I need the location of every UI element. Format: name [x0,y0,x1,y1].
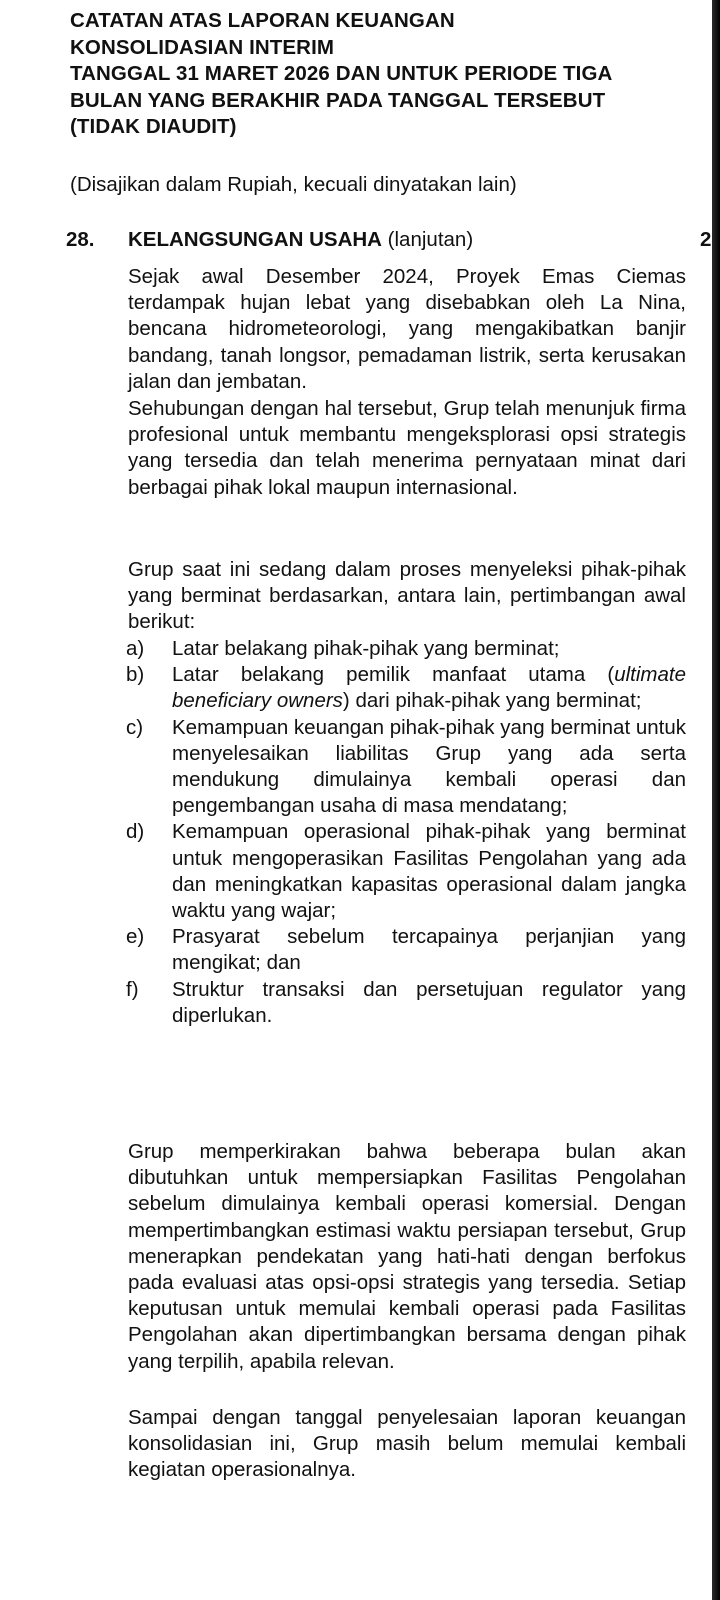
paragraph-flood-impact: Sejak awal Desember 2024, Proyek Emas Ciemas terdampak hujan lebat yang disebabkan oleh La Nina, bencana hidrometeorologi, yang mengakibatkan banjir bandang, tanah longsor, pemadaman listrik, serta kerusakan jalan dan jembatan. [128,265,686,393]
list-item-text-part: ) dari pihak-pihak yang berminat; [342,689,642,713]
list-marker: b) [126,663,145,687]
header-period-line: TANGGAL 31 MARET 2026 DAN UNTUK PERIODE TIGA [70,62,613,85]
list-item [126,715,686,820]
list-marker: c) [126,715,144,739]
list-item [126,924,686,976]
section-number: 28. [66,228,95,251]
list-item-text [172,662,686,714]
section-heading [66,227,473,253]
consideration-list [126,636,686,1029]
list-item [126,977,686,1029]
header-audit-status: (TIDAK DIAUDIT) [70,115,237,138]
currency-note: (Disajikan dalam Rupiah, kecuali dinyatakan lain) [70,173,517,196]
paragraph-current-status: Sampai dengan tanggal penyelesaian laporan keuangan konsolidasian ini, Grup masih belum memulai kembali kegiatan operasionalnya. [128,1406,686,1482]
list-item-text: Prasyarat sebelum tercapainya perjanjian yang mengikat; dan [172,925,686,975]
page-number-fragment: 2 [700,228,712,251]
list-item-text: Struktur transaksi dan persetujuan regulator yang diperlukan. [172,977,686,1027]
document-header [70,8,700,141]
page-edge [712,0,720,1600]
list-item [126,819,686,924]
list-marker: f) [126,977,139,1001]
list-marker: a) [126,637,145,660]
section-title: KELANGSUNGAN USAHA [128,228,382,251]
section-suffix: (lanjutan) [381,228,474,251]
list-item [126,662,686,714]
paragraph-selection-process: Grup saat ini sedang dalam proses menyeleksi pihak-pihak yang berminat berdasarkan, antara lain, pertimbangan awal berikut: [128,558,686,634]
list-item-text: Latar belakang pihak-pihak yang berminat; [172,637,560,660]
paragraph-professional-firm: Sehubungan dengan hal tersebut, Grup telah menunjuk firma profesional untuk membantu mengeksplorasi opsi strategis yang tersedia dan telah menerima pernyataan minat dari berbagai pihak lokal maupun internasional. [128,397,686,499]
paragraph-preparation-estimate: Grup memperkirakan bahwa beberapa bulan akan dibutuhkan untuk mempersiapkan Fasilitas Pengolahan sebelum dimulainya kembali operasi komersial. Dengan mempertimbangkan estimasi waktu persiapan tersebut, Grup menerapkan pendekatan yang hati-hati dengan berfokus pada evaluasi atas opsi-opsi strategis yang tersedia. Setiap keputusan untuk memulai kembali operasi pada Fasilitas Pengolahan akan dipertimbangkan bersama dengan pihak yang terpilih, apabila relevan. [128,1140,686,1373]
header-title-line: CATATAN ATAS LAPORAN KEUANGAN [70,9,455,32]
list-marker: d) [126,820,145,844]
header-period-line: BULAN YANG BERAKHIR PADA TANGGAL TERSEBUT [70,88,606,112]
list-item [126,636,686,662]
list-item-text-part: Latar belakang pemilik manfaat utama ( [172,663,615,687]
header-title-line: KONSOLIDASIAN INTERIM [70,35,335,59]
list-marker: e) [126,925,145,949]
list-item-italic-term: ultimate beneficiary owners [172,663,686,713]
list-item-text: Kemampuan keuangan pihak-pihak yang berminat untuk menyelesaikan liabilitas Grup yang ada serta mendukung dimulainya kembali operasi dan pengembangan usaha di masa mendatang; [172,715,686,818]
list-item-text: Kemampuan operasional pihak-pihak yang berminat untuk mengoperasikan Fasilitas Pengolahan yang ada dan meningkatkan kapasitas operasional dalam jangka waktu yang wajar; [172,820,686,923]
